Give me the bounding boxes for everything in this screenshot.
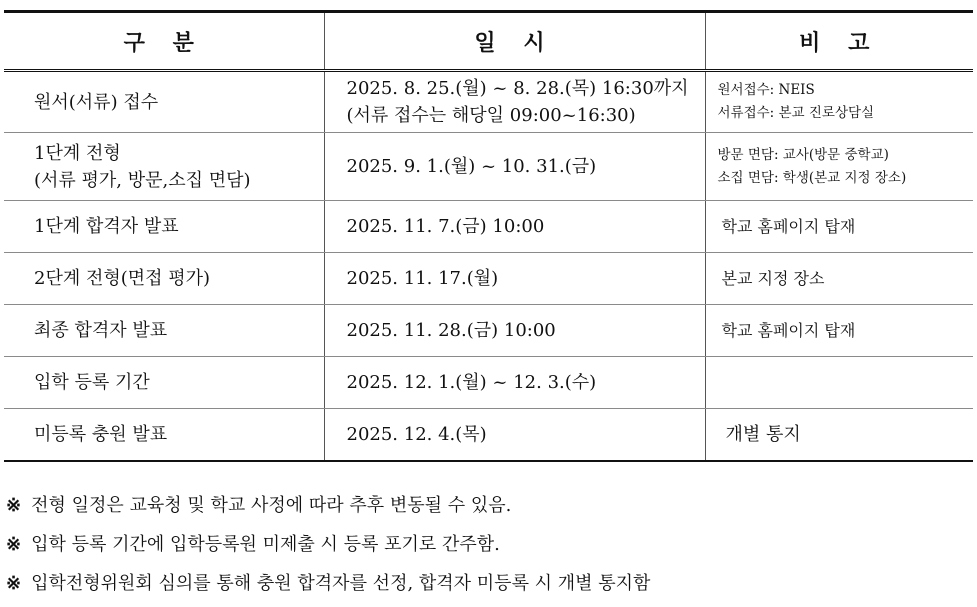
note-text: 개별 통지 xyxy=(725,423,801,445)
category-text: 입학 등록 기간 xyxy=(34,372,150,393)
schedule-cell xyxy=(324,357,705,409)
table-row xyxy=(4,409,973,461)
category-text: 미등록 충원 발표 xyxy=(34,423,168,445)
note-text: 본교 지정 장소 xyxy=(721,269,825,288)
note-text: 소집 면담: 학생(본교 지정 장소) xyxy=(717,169,907,186)
category-text: 1단계 합격자 발표 xyxy=(34,216,179,237)
schedule-subtext: (서류 접수는 해당일 09:00~16:30) xyxy=(346,105,636,126)
category-subtext: (서류 평가, 방문,소집 면담) xyxy=(34,169,251,191)
reference-mark-icon: ※ xyxy=(6,495,22,516)
footnote-text: 입학전형위원회 심의를 통해 충원 합격자를 선정, 합격자 미등록 시 개별 통지함 xyxy=(31,573,651,594)
note-cell xyxy=(705,133,973,201)
category-text: 2단계 전형(면접 평가) xyxy=(34,268,211,289)
schedule-text: 2025. 12. 1.(월) ~ 12. 3.(수) xyxy=(346,372,597,393)
note-text: 방문 면담: 교사(방문 중학교) xyxy=(717,146,889,163)
header-schedule: 일 시 xyxy=(324,12,705,71)
note-cell-empty xyxy=(705,357,973,409)
category-cell xyxy=(4,253,324,305)
table-row xyxy=(4,201,973,253)
table-row xyxy=(4,133,973,201)
header-category: 구 분 xyxy=(4,12,324,71)
schedule-text: 2025. 8. 25.(월) ~ 8. 28.(목) 16:30까지 xyxy=(346,78,689,99)
note-text: 서류접수: 본교 진로상담실 xyxy=(717,105,875,121)
category-cell xyxy=(4,409,324,461)
reference-mark-icon: ※ xyxy=(6,534,22,555)
note-text: 원서접수: NEIS xyxy=(717,82,815,98)
schedule-cell xyxy=(324,253,705,305)
footnote-text: 전형 일정은 교육청 및 학교 사정에 따라 추후 변동될 수 있음. xyxy=(31,495,512,516)
note-cell xyxy=(705,71,973,133)
schedule-cell xyxy=(324,71,705,133)
schedule-cell xyxy=(324,133,705,201)
note-cell xyxy=(705,253,973,305)
category-text: 1단계 전형 xyxy=(34,142,121,164)
schedule-text: 2025. 11. 7.(금) 10:00 xyxy=(346,216,545,237)
schedule-cell xyxy=(324,409,705,461)
footnotes xyxy=(6,486,650,603)
note-cell xyxy=(705,201,973,253)
schedule-text: 2025. 11. 17.(월) xyxy=(346,268,499,289)
schedule-text: 2025. 11. 28.(금) 10:00 xyxy=(346,320,556,341)
category-cell xyxy=(4,133,324,201)
category-cell xyxy=(4,201,324,253)
footnote-item xyxy=(6,525,650,564)
admission-schedule-table xyxy=(4,10,973,462)
category-cell xyxy=(4,305,324,357)
category-text: 최종 합격자 발표 xyxy=(34,320,168,341)
category-text: 원서(서류) 접수 xyxy=(34,91,159,113)
reference-mark-icon: ※ xyxy=(6,573,22,594)
header-note: 비 고 xyxy=(705,12,973,71)
schedule-cell xyxy=(324,201,705,253)
category-cell xyxy=(4,357,324,409)
footnote-item xyxy=(6,564,650,603)
schedule-text: 2025. 12. 4.(목) xyxy=(346,423,487,445)
table-row xyxy=(4,71,973,133)
category-cell xyxy=(4,71,324,133)
table-row xyxy=(4,253,973,305)
table-row xyxy=(4,357,973,409)
footnote-item xyxy=(6,486,650,525)
footnote-text: 입학 등록 기간에 입학등록원 미제출 시 등록 포기로 간주함. xyxy=(31,534,500,555)
note-cell xyxy=(705,409,973,461)
table-header-row xyxy=(4,12,973,71)
table-row xyxy=(4,305,973,357)
note-cell xyxy=(705,305,973,357)
schedule-text: 2025. 9. 1.(월) ~ 10. 31.(금) xyxy=(346,156,597,177)
schedule-cell xyxy=(324,305,705,357)
note-text: 학교 홈페이지 탑재 xyxy=(721,321,856,340)
note-text: 학교 홈페이지 탑재 xyxy=(721,217,856,236)
